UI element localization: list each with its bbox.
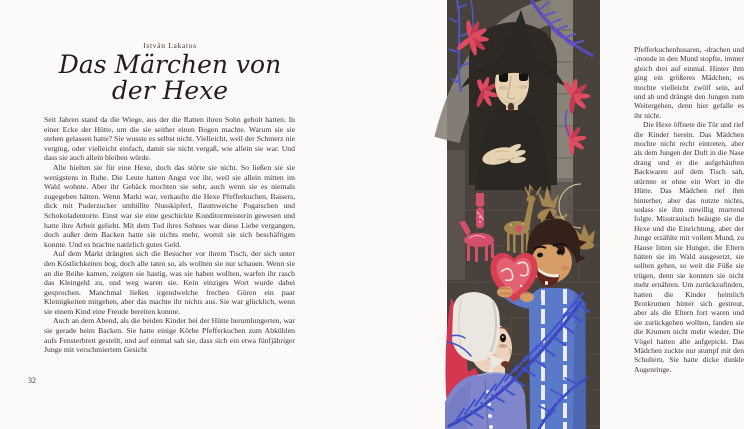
- title-line-1: Das Märchen von: [58, 50, 282, 79]
- chapter-title: [24, 52, 316, 104]
- left-page-text: [44, 115, 295, 355]
- girl-eye-ring: [499, 344, 508, 348]
- left-page: [0, 0, 300, 429]
- illustration-witch-and-children: [447, 0, 600, 429]
- right-page-text: [634, 45, 744, 374]
- paragraph: Die Hexe öffnete die Tür und rief die Kinder herein. Das Mädchen mochte nicht recht eintreten, aber als dem Jungen der Duft in die Nase drang und er die aufgehäuften Backwaren auf dem Tisch sah, stürmte er ohne ein Wort in die Hütte. Das Mädchen rief ihm hinterher, aber das nutzte nichts, sodass sie ihm unwillig murrend folgte. Misstrauisch beäugte sie die Hexe und die Einrichtung, aber der Junge erzählte mit vollem Mund, zu Hause litten sie Hunger, die Eltern hätten sie im Wald ausgesetzt, sie sollten gehen, so weit die Füße sie trügen, denn sie konnten sie nicht mehr ernähren. Um zurückzufinden, hatten die Kinder heimlich Brotkrumen hinter sich gestreut, aber als die Eltern fort waren und sie zurückgehen wollten, fanden sie die Krumen nicht mehr wieder. Die Vögel hatten alle aufgepickt. Das Mädchen zuckte nur stumpf mit den Schultern. Sie hatte dicke dunkle Augenringe.: [634, 120, 744, 374]
- paragraph: Pfefferkuchenhusaren, -drachen und -monde in den Mund stopfte, immer gleich drei auf einmal. Hinter ihm ging ein größeres Mädchen, es mochte vielleicht zwölf sein, auf und ab und drängte den Jungen zum Weitergehen, denn hier gefalle es ihr nicht.: [634, 45, 744, 120]
- page-number: 32: [28, 376, 36, 385]
- paragraph: Seit Jahren stand da die Wiege, aus der die Ratten ihren Sohn geholt hatten. In einer Ecke der Hütte, um die sie seither einen Bogen machte. Warum sie sie stehen gelassen hatte? Sie wusste es selbst nicht. Vielleicht, weil der Schmerz nie verging, oder vielleicht einfach, damit sie nicht vergaß, wie allein sie war. Und dass sie auch allein bleiben würde.: [44, 115, 295, 163]
- paragraph: Alle hielten sie für eine Hexe, doch das störte sie nicht. So ließen sie sie wenigstens in Ruhe. Die Leute hatten Angst vor ihr, weil sie allein mitten im Wald wohnte. Aber ihr Gebäck mochten sie sehr, auch wenn sie es niemals zugegeben hätten. Wenn Markt war, verkaufte die Hexe Pfefferkuchen, Baisers, dick mit Puderzucker umhüllte Nusskipferl, flaumweiche Pogatschen und Schokoladentorte. Einst war sie eine geschickte Konditormeisterin gewesen und hatte ihre Arbeit geliebt. Mit dem Tod ihres Sohnes war diese Liebe vergangen, doch außer dem Backen hatte sie nichts mehr, womit sie sich beschäftigen konnte. Und es brachte natürlich gutes Geld.: [44, 162, 295, 249]
- title-line-2: der Hexe: [111, 76, 229, 105]
- paragraph: Auch an dem Abend, als die beiden Kinder bei der Hütte herumlungerten, war sie gerade beim Backen. Sie hatte einige Körbe Pfefferkuchen zum Abkühlen aufs Fensterbrett gestellt, und auf einmal sah sie, dass sich ein etwa fünfjähriger Junge mit verschmiertem Gesicht: [44, 316, 295, 355]
- paragraph: Auf dem Markt drängten sich die Besucher vor ihrem Tisch, der sich unter den Köstlichkeiten bog, doch alle taten so, als wollten sie nur schauen. Wenn sie an die Reihe kamen, zeigten sie hastig, was sie haben wollten, warfen ihr rasch das Kleingeld zu, und weg waren sie. Kein einziges Wort wurde dabei gesprochen. Manchmal ließen irgendwelche frechen Gören ein paar Kleinigkeiten mitgehen, aber das machte ihr nichts aus. Sie war glücklich, wenn sie einem Kind eine Freude bereiten konnte.: [44, 249, 295, 316]
- illustration-svg: [447, 0, 600, 429]
- witch-mouth: [508, 103, 514, 111]
- author-name: István Lakatos: [143, 41, 197, 50]
